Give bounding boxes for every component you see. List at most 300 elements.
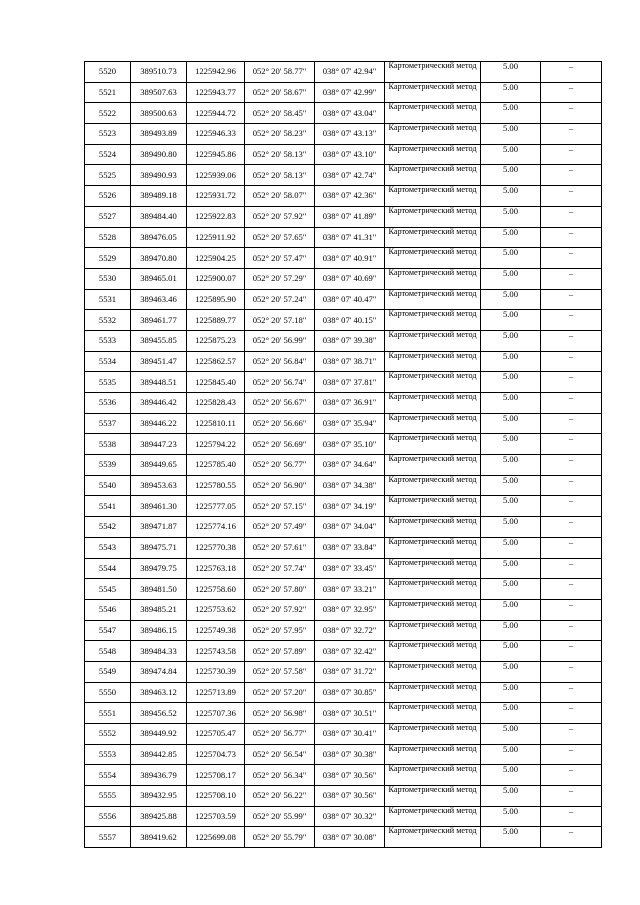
x-coordinate-cell: 389456.52 <box>131 703 187 724</box>
y-coordinate-cell: 1225785.40 <box>187 455 245 476</box>
accuracy-cell: 5.00 <box>481 620 541 641</box>
table-row <box>85 165 602 186</box>
longitude-cell: 038° 07' 40.69" <box>315 268 385 289</box>
point-number-cell: 5527 <box>85 206 131 227</box>
x-coordinate-cell: 389465.01 <box>131 268 187 289</box>
latitude-cell: 052° 20' 57.95" <box>245 620 315 641</box>
method-cell: Картометрический метод <box>385 496 481 517</box>
longitude-cell: 038° 07' 30.85" <box>315 682 385 703</box>
extra-cell: – <box>541 268 602 289</box>
latitude-cell: 052° 20' 57.29" <box>245 268 315 289</box>
table-row <box>85 537 602 558</box>
point-number-cell: 5540 <box>85 475 131 496</box>
accuracy-cell: 5.00 <box>481 806 541 827</box>
longitude-cell: 038° 07' 34.04" <box>315 517 385 538</box>
x-coordinate-cell: 389475.71 <box>131 537 187 558</box>
method-cell: Картометрический метод <box>385 124 481 145</box>
latitude-cell: 052° 20' 56.54" <box>245 744 315 765</box>
y-coordinate-cell: 1225922.83 <box>187 206 245 227</box>
y-coordinate-cell: 1225889.77 <box>187 310 245 331</box>
table-row <box>85 786 602 807</box>
longitude-cell: 038° 07' 42.74" <box>315 165 385 186</box>
method-cell: Картометрический метод <box>385 310 481 331</box>
longitude-cell: 038° 07' 38.71" <box>315 351 385 372</box>
method-cell: Картометрический метод <box>385 82 481 103</box>
accuracy-cell: 5.00 <box>481 641 541 662</box>
point-number-cell: 5539 <box>85 455 131 476</box>
y-coordinate-cell: 1225939.06 <box>187 165 245 186</box>
latitude-cell: 052° 20' 56.77" <box>245 455 315 476</box>
y-coordinate-cell: 1225704.73 <box>187 744 245 765</box>
x-coordinate-cell: 389449.65 <box>131 455 187 476</box>
x-coordinate-cell: 389485.21 <box>131 599 187 620</box>
accuracy-cell: 5.00 <box>481 558 541 579</box>
latitude-cell: 052° 20' 57.80" <box>245 579 315 600</box>
latitude-cell: 052° 20' 58.45" <box>245 103 315 124</box>
method-cell: Картометрический метод <box>385 744 481 765</box>
longitude-cell: 038° 07' 30.56" <box>315 786 385 807</box>
x-coordinate-cell: 389500.63 <box>131 103 187 124</box>
latitude-cell: 052° 20' 58.23" <box>245 124 315 145</box>
accuracy-cell: 5.00 <box>481 310 541 331</box>
accuracy-cell: 5.00 <box>481 765 541 786</box>
extra-cell: – <box>541 599 602 620</box>
y-coordinate-cell: 1225763.18 <box>187 558 245 579</box>
point-number-cell: 5526 <box>85 186 131 207</box>
latitude-cell: 052° 20' 57.15" <box>245 496 315 517</box>
latitude-cell: 052° 20' 56.74" <box>245 372 315 393</box>
x-coordinate-cell: 389484.33 <box>131 641 187 662</box>
y-coordinate-cell: 1225749.38 <box>187 620 245 641</box>
method-cell: Картометрический метод <box>385 351 481 372</box>
x-coordinate-cell: 389490.93 <box>131 165 187 186</box>
y-coordinate-cell: 1225945.86 <box>187 144 245 165</box>
y-coordinate-cell: 1225900.07 <box>187 268 245 289</box>
y-coordinate-cell: 1225713.89 <box>187 682 245 703</box>
table-row <box>85 682 602 703</box>
extra-cell: – <box>541 393 602 414</box>
method-cell: Картометрический метод <box>385 393 481 414</box>
table-row <box>85 124 602 145</box>
point-number-cell: 5545 <box>85 579 131 600</box>
latitude-cell: 052° 20' 56.99" <box>245 330 315 351</box>
point-number-cell: 5555 <box>85 786 131 807</box>
method-cell: Картометрический метод <box>385 579 481 600</box>
accuracy-cell: 5.00 <box>481 455 541 476</box>
x-coordinate-cell: 389471.87 <box>131 517 187 538</box>
method-cell: Картометрический метод <box>385 248 481 269</box>
method-cell: Картометрический метод <box>385 703 481 724</box>
table-row <box>85 496 602 517</box>
table-row <box>85 103 602 124</box>
longitude-cell: 038° 07' 32.95" <box>315 599 385 620</box>
accuracy-cell: 5.00 <box>481 827 541 848</box>
method-cell: Картометрический метод <box>385 475 481 496</box>
latitude-cell: 052° 20' 56.77" <box>245 724 315 745</box>
point-number-cell: 5536 <box>85 393 131 414</box>
accuracy-cell: 5.00 <box>481 682 541 703</box>
latitude-cell: 052° 20' 58.13" <box>245 165 315 186</box>
accuracy-cell: 5.00 <box>481 786 541 807</box>
table-row <box>85 372 602 393</box>
longitude-cell: 038° 07' 33.84" <box>315 537 385 558</box>
longitude-cell: 038° 07' 30.08" <box>315 827 385 848</box>
point-number-cell: 5547 <box>85 620 131 641</box>
latitude-cell: 052° 20' 57.92" <box>245 599 315 620</box>
y-coordinate-cell: 1225946.33 <box>187 124 245 145</box>
method-cell: Картометрический метод <box>385 413 481 434</box>
latitude-cell: 052° 20' 58.13" <box>245 144 315 165</box>
latitude-cell: 052° 20' 57.58" <box>245 661 315 682</box>
accuracy-cell: 5.00 <box>481 144 541 165</box>
accuracy-cell: 5.00 <box>481 496 541 517</box>
point-number-cell: 5544 <box>85 558 131 579</box>
longitude-cell: 038° 07' 34.38" <box>315 475 385 496</box>
x-coordinate-cell: 389490.80 <box>131 144 187 165</box>
point-number-cell: 5546 <box>85 599 131 620</box>
accuracy-cell: 5.00 <box>481 517 541 538</box>
method-cell: Картометрический метод <box>385 537 481 558</box>
table-row <box>85 827 602 848</box>
x-coordinate-cell: 389507.63 <box>131 82 187 103</box>
accuracy-cell: 5.00 <box>481 475 541 496</box>
extra-cell: – <box>541 62 602 83</box>
extra-cell: – <box>541 661 602 682</box>
table-row <box>85 558 602 579</box>
table-row <box>85 703 602 724</box>
latitude-cell: 052° 20' 58.77" <box>245 62 315 83</box>
point-number-cell: 5541 <box>85 496 131 517</box>
x-coordinate-cell: 389470.80 <box>131 248 187 269</box>
point-number-cell: 5524 <box>85 144 131 165</box>
y-coordinate-cell: 1225699.08 <box>187 827 245 848</box>
method-cell: Картометрический метод <box>385 682 481 703</box>
accuracy-cell: 5.00 <box>481 661 541 682</box>
method-cell: Картометрический метод <box>385 330 481 351</box>
y-coordinate-cell: 1225777.05 <box>187 496 245 517</box>
extra-cell: – <box>541 765 602 786</box>
x-coordinate-cell: 389479.75 <box>131 558 187 579</box>
x-coordinate-cell: 389451.47 <box>131 351 187 372</box>
y-coordinate-cell: 1225828.43 <box>187 393 245 414</box>
x-coordinate-cell: 389463.46 <box>131 289 187 310</box>
extra-cell: – <box>541 496 602 517</box>
accuracy-cell: 5.00 <box>481 351 541 372</box>
latitude-cell: 052° 20' 56.66" <box>245 413 315 434</box>
accuracy-cell: 5.00 <box>481 579 541 600</box>
y-coordinate-cell: 1225703.59 <box>187 806 245 827</box>
y-coordinate-cell: 1225780.55 <box>187 475 245 496</box>
x-coordinate-cell: 389463.12 <box>131 682 187 703</box>
point-number-cell: 5529 <box>85 248 131 269</box>
method-cell: Картометрический метод <box>385 641 481 662</box>
accuracy-cell: 5.00 <box>481 82 541 103</box>
extra-cell: – <box>541 620 602 641</box>
point-number-cell: 5530 <box>85 268 131 289</box>
latitude-cell: 052° 20' 55.99" <box>245 806 315 827</box>
longitude-cell: 038° 07' 39.38" <box>315 330 385 351</box>
table-row <box>85 206 602 227</box>
point-number-cell: 5537 <box>85 413 131 434</box>
accuracy-cell: 5.00 <box>481 599 541 620</box>
x-coordinate-cell: 389455.85 <box>131 330 187 351</box>
longitude-cell: 038° 07' 37.81" <box>315 372 385 393</box>
y-coordinate-cell: 1225774.16 <box>187 517 245 538</box>
longitude-cell: 038° 07' 35.10" <box>315 434 385 455</box>
latitude-cell: 052° 20' 58.07" <box>245 186 315 207</box>
table-row <box>85 289 602 310</box>
table-row <box>85 393 602 414</box>
longitude-cell: 038° 07' 36.91" <box>315 393 385 414</box>
table-row <box>85 579 602 600</box>
table-row <box>85 806 602 827</box>
method-cell: Картометрический метод <box>385 206 481 227</box>
point-number-cell: 5533 <box>85 330 131 351</box>
point-number-cell: 5522 <box>85 103 131 124</box>
method-cell: Картометрический метод <box>385 765 481 786</box>
extra-cell: – <box>541 558 602 579</box>
latitude-cell: 052° 20' 56.98" <box>245 703 315 724</box>
latitude-cell: 052° 20' 57.92" <box>245 206 315 227</box>
table-row <box>85 434 602 455</box>
method-cell: Картометрический метод <box>385 434 481 455</box>
x-coordinate-cell: 389481.50 <box>131 579 187 600</box>
point-number-cell: 5549 <box>85 661 131 682</box>
table-row <box>85 455 602 476</box>
method-cell: Картометрический метод <box>385 62 481 83</box>
longitude-cell: 038° 07' 43.04" <box>315 103 385 124</box>
x-coordinate-cell: 389447.23 <box>131 434 187 455</box>
y-coordinate-cell: 1225942.96 <box>187 62 245 83</box>
latitude-cell: 052° 20' 56.69" <box>245 434 315 455</box>
longitude-cell: 038° 07' 30.38" <box>315 744 385 765</box>
y-coordinate-cell: 1225708.17 <box>187 765 245 786</box>
accuracy-cell: 5.00 <box>481 268 541 289</box>
y-coordinate-cell: 1225810.11 <box>187 413 245 434</box>
latitude-cell: 052° 20' 57.20" <box>245 682 315 703</box>
extra-cell: – <box>541 827 602 848</box>
y-coordinate-cell: 1225904.25 <box>187 248 245 269</box>
point-number-cell: 5552 <box>85 724 131 745</box>
y-coordinate-cell: 1225758.60 <box>187 579 245 600</box>
latitude-cell: 052° 20' 57.47" <box>245 248 315 269</box>
longitude-cell: 038° 07' 40.91" <box>315 248 385 269</box>
accuracy-cell: 5.00 <box>481 289 541 310</box>
table-row <box>85 744 602 765</box>
y-coordinate-cell: 1225875.23 <box>187 330 245 351</box>
table-row <box>85 475 602 496</box>
method-cell: Картометрический метод <box>385 806 481 827</box>
x-coordinate-cell: 389425.88 <box>131 806 187 827</box>
extra-cell: – <box>541 206 602 227</box>
table-row <box>85 144 602 165</box>
longitude-cell: 038° 07' 30.32" <box>315 806 385 827</box>
extra-cell: – <box>541 248 602 269</box>
accuracy-cell: 5.00 <box>481 724 541 745</box>
table-row <box>85 310 602 331</box>
point-number-cell: 5535 <box>85 372 131 393</box>
longitude-cell: 038° 07' 33.21" <box>315 579 385 600</box>
method-cell: Картометрический метод <box>385 144 481 165</box>
extra-cell: – <box>541 372 602 393</box>
longitude-cell: 038° 07' 35.94" <box>315 413 385 434</box>
y-coordinate-cell: 1225770.38 <box>187 537 245 558</box>
point-number-cell: 5542 <box>85 517 131 538</box>
x-coordinate-cell: 389432.95 <box>131 786 187 807</box>
x-coordinate-cell: 389510.73 <box>131 62 187 83</box>
method-cell: Картометрический метод <box>385 455 481 476</box>
point-number-cell: 5531 <box>85 289 131 310</box>
extra-cell: – <box>541 537 602 558</box>
table-row <box>85 599 602 620</box>
point-number-cell: 5534 <box>85 351 131 372</box>
point-number-cell: 5520 <box>85 62 131 83</box>
point-number-cell: 5543 <box>85 537 131 558</box>
x-coordinate-cell: 389489.18 <box>131 186 187 207</box>
table-row <box>85 351 602 372</box>
extra-cell: – <box>541 517 602 538</box>
method-cell: Картометрический метод <box>385 620 481 641</box>
method-cell: Картометрический метод <box>385 724 481 745</box>
latitude-cell: 052° 20' 57.61" <box>245 537 315 558</box>
latitude-cell: 052° 20' 57.89" <box>245 641 315 662</box>
extra-cell: – <box>541 144 602 165</box>
y-coordinate-cell: 1225943.77 <box>187 82 245 103</box>
accuracy-cell: 5.00 <box>481 186 541 207</box>
extra-cell: – <box>541 703 602 724</box>
accuracy-cell: 5.00 <box>481 103 541 124</box>
x-coordinate-cell: 389446.22 <box>131 413 187 434</box>
table-row <box>85 661 602 682</box>
longitude-cell: 038° 07' 31.72" <box>315 661 385 682</box>
point-number-cell: 5550 <box>85 682 131 703</box>
latitude-cell: 052° 20' 57.49" <box>245 517 315 538</box>
extra-cell: – <box>541 724 602 745</box>
method-cell: Картометрический метод <box>385 186 481 207</box>
latitude-cell: 052° 20' 56.90" <box>245 475 315 496</box>
latitude-cell: 052° 20' 56.67" <box>245 393 315 414</box>
method-cell: Картометрический метод <box>385 268 481 289</box>
y-coordinate-cell: 1225931.72 <box>187 186 245 207</box>
longitude-cell: 038° 07' 42.94" <box>315 62 385 83</box>
table-row <box>85 82 602 103</box>
latitude-cell: 052° 20' 56.34" <box>245 765 315 786</box>
longitude-cell: 038° 07' 40.47" <box>315 289 385 310</box>
y-coordinate-cell: 1225730.39 <box>187 661 245 682</box>
method-cell: Картометрический метод <box>385 661 481 682</box>
method-cell: Картометрический метод <box>385 827 481 848</box>
longitude-cell: 038° 07' 34.19" <box>315 496 385 517</box>
extra-cell: – <box>541 682 602 703</box>
table-row <box>85 413 602 434</box>
latitude-cell: 052° 20' 58.67" <box>245 82 315 103</box>
latitude-cell: 052° 20' 57.74" <box>245 558 315 579</box>
x-coordinate-cell: 389486.15 <box>131 620 187 641</box>
longitude-cell: 038° 07' 42.36" <box>315 186 385 207</box>
x-coordinate-cell: 389448.51 <box>131 372 187 393</box>
point-number-cell: 5538 <box>85 434 131 455</box>
accuracy-cell: 5.00 <box>481 248 541 269</box>
point-number-cell: 5525 <box>85 165 131 186</box>
table-row <box>85 186 602 207</box>
method-cell: Картометрический метод <box>385 227 481 248</box>
accuracy-cell: 5.00 <box>481 62 541 83</box>
longitude-cell: 038° 07' 32.42" <box>315 641 385 662</box>
extra-cell: – <box>541 330 602 351</box>
accuracy-cell: 5.00 <box>481 393 541 414</box>
latitude-cell: 052° 20' 56.22" <box>245 786 315 807</box>
table-body <box>85 62 602 848</box>
longitude-cell: 038° 07' 42.99" <box>315 82 385 103</box>
longitude-cell: 038° 07' 32.72" <box>315 620 385 641</box>
longitude-cell: 038° 07' 41.89" <box>315 206 385 227</box>
accuracy-cell: 5.00 <box>481 703 541 724</box>
method-cell: Картометрический метод <box>385 599 481 620</box>
latitude-cell: 052° 20' 57.24" <box>245 289 315 310</box>
longitude-cell: 038° 07' 40.15" <box>315 310 385 331</box>
point-number-cell: 5554 <box>85 765 131 786</box>
point-number-cell: 5556 <box>85 806 131 827</box>
y-coordinate-cell: 1225708.10 <box>187 786 245 807</box>
longitude-cell: 038° 07' 43.10" <box>315 144 385 165</box>
accuracy-cell: 5.00 <box>481 372 541 393</box>
y-coordinate-cell: 1225753.62 <box>187 599 245 620</box>
longitude-cell: 038° 07' 30.56" <box>315 765 385 786</box>
extra-cell: – <box>541 434 602 455</box>
extra-cell: – <box>541 227 602 248</box>
longitude-cell: 038° 07' 34.64" <box>315 455 385 476</box>
x-coordinate-cell: 389484.40 <box>131 206 187 227</box>
table-row <box>85 641 602 662</box>
latitude-cell: 052° 20' 56.84" <box>245 351 315 372</box>
extra-cell: – <box>541 455 602 476</box>
y-coordinate-cell: 1225705.47 <box>187 724 245 745</box>
x-coordinate-cell: 389453.63 <box>131 475 187 496</box>
accuracy-cell: 5.00 <box>481 434 541 455</box>
y-coordinate-cell: 1225944.72 <box>187 103 245 124</box>
method-cell: Картометрический метод <box>385 289 481 310</box>
extra-cell: – <box>541 310 602 331</box>
table-row <box>85 227 602 248</box>
longitude-cell: 038° 07' 33.45" <box>315 558 385 579</box>
table-row <box>85 724 602 745</box>
point-number-cell: 5528 <box>85 227 131 248</box>
extra-cell: – <box>541 413 602 434</box>
table-row <box>85 62 602 83</box>
accuracy-cell: 5.00 <box>481 537 541 558</box>
latitude-cell: 052° 20' 55.79" <box>245 827 315 848</box>
extra-cell: – <box>541 641 602 662</box>
y-coordinate-cell: 1225845.40 <box>187 372 245 393</box>
table-row <box>85 268 602 289</box>
coordinate-table <box>84 61 602 848</box>
table-row <box>85 330 602 351</box>
x-coordinate-cell: 389436.79 <box>131 765 187 786</box>
extra-cell: – <box>541 475 602 496</box>
method-cell: Картометрический метод <box>385 786 481 807</box>
x-coordinate-cell: 389476.05 <box>131 227 187 248</box>
accuracy-cell: 5.00 <box>481 165 541 186</box>
x-coordinate-cell: 389419.62 <box>131 827 187 848</box>
point-number-cell: 5557 <box>85 827 131 848</box>
accuracy-cell: 5.00 <box>481 124 541 145</box>
point-number-cell: 5551 <box>85 703 131 724</box>
extra-cell: – <box>541 103 602 124</box>
accuracy-cell: 5.00 <box>481 330 541 351</box>
longitude-cell: 038° 07' 30.51" <box>315 703 385 724</box>
method-cell: Картометрический метод <box>385 517 481 538</box>
extra-cell: – <box>541 579 602 600</box>
